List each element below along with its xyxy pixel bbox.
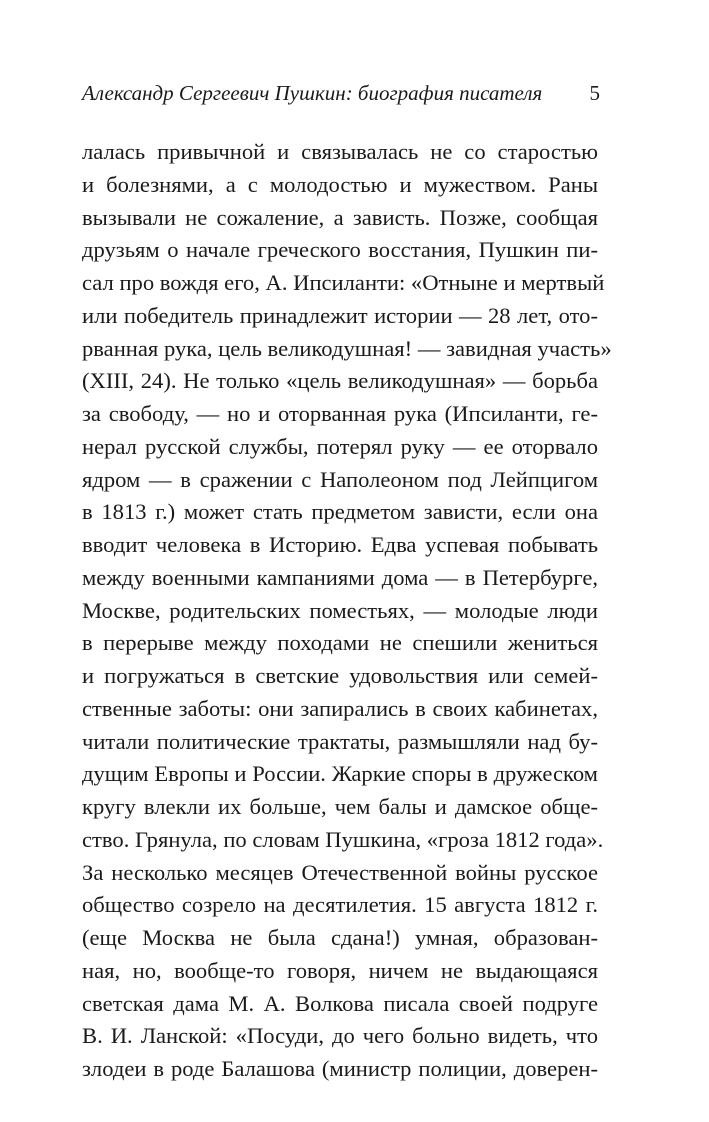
text-line: и погружаться в светские удовольствия или семей- [82, 663, 598, 688]
text-line: злодеи в роде Балашова (министр полиции, доверен- [82, 1056, 598, 1081]
text-line: За несколько месяцев Отечественной войны русское [82, 859, 598, 885]
text-line: (еще Москва не была сдана!) умная, образован- [82, 925, 598, 950]
text-line: ная, но, вообще-то говоря, ничем не выдающаяся [82, 957, 598, 983]
text-line: (XIII, 24). Не только «цель великодушная» — борьба [82, 368, 598, 394]
text-line: и болезнями, а с молодостью и мужеством. Раны [82, 171, 598, 197]
text-line: кругу влекли их больше, чем балы и дамское обще- [82, 794, 598, 819]
text-line: сал про вождя его, А. Ипсиланти: «Отныне и мертвый [82, 270, 605, 295]
body-text [82, 136, 612, 1086]
text-line: в 1813 г.) может стать предметом зависти, если она [82, 499, 598, 525]
text-line: нерал русской службы, потерял руку — ее оторвало [82, 433, 598, 459]
text-line: общество созрело на десятилетия. 15 августа 1812 г. [82, 892, 598, 918]
text-line: ство. Грянула, по словам Пушкина, «гроза 1812 года». [82, 826, 604, 852]
text-line: за свободу, — но и оторванная рука (Ипсиланти, ге- [82, 401, 598, 426]
text-line: друзьям о начале греческого восстания, Пушкин пи- [82, 237, 598, 263]
text-line: лалась привычной и связывалась не со старостью [82, 139, 598, 164]
text-line: читали политические трактаты, размышляли над бу- [82, 728, 598, 754]
text-line: в перерыве между походами не спешили жениться [82, 630, 598, 656]
page-number: 5 [589, 81, 600, 105]
text-line: вызывали не сожаление, а зависть. Позже, сообщая [82, 204, 598, 230]
text-line: светская дама М. А. Волкова писала своей подруге [82, 990, 598, 1016]
text-line: между военными кампаниями дома — в Петербурге, [82, 564, 598, 590]
text-line: дущим Европы и России. Жаркие споры в дружеском [82, 761, 598, 787]
text-line: ядром — в сражении с Наполеоном под Лейпцигом [82, 466, 598, 492]
text-line: вводит человека в Историю. Едва успевая побывать [82, 532, 598, 557]
text-line: В. И. Ланской: «Посуди, до чего больно видеть, что [82, 1023, 598, 1049]
text-line: Москве, родительских поместьях, — молодые люди [82, 597, 598, 623]
text-line: ственные заботы: они запирались в своих кабинетах, [82, 695, 598, 721]
text-line: или победитель принадлежит истории — 28 лет, ото- [82, 302, 598, 328]
text-line: рванная рука, цель великодушная! — завидная участь» [82, 335, 612, 361]
running-title: Александр Сергеевич Пушкин: биография писателя [82, 81, 543, 105]
